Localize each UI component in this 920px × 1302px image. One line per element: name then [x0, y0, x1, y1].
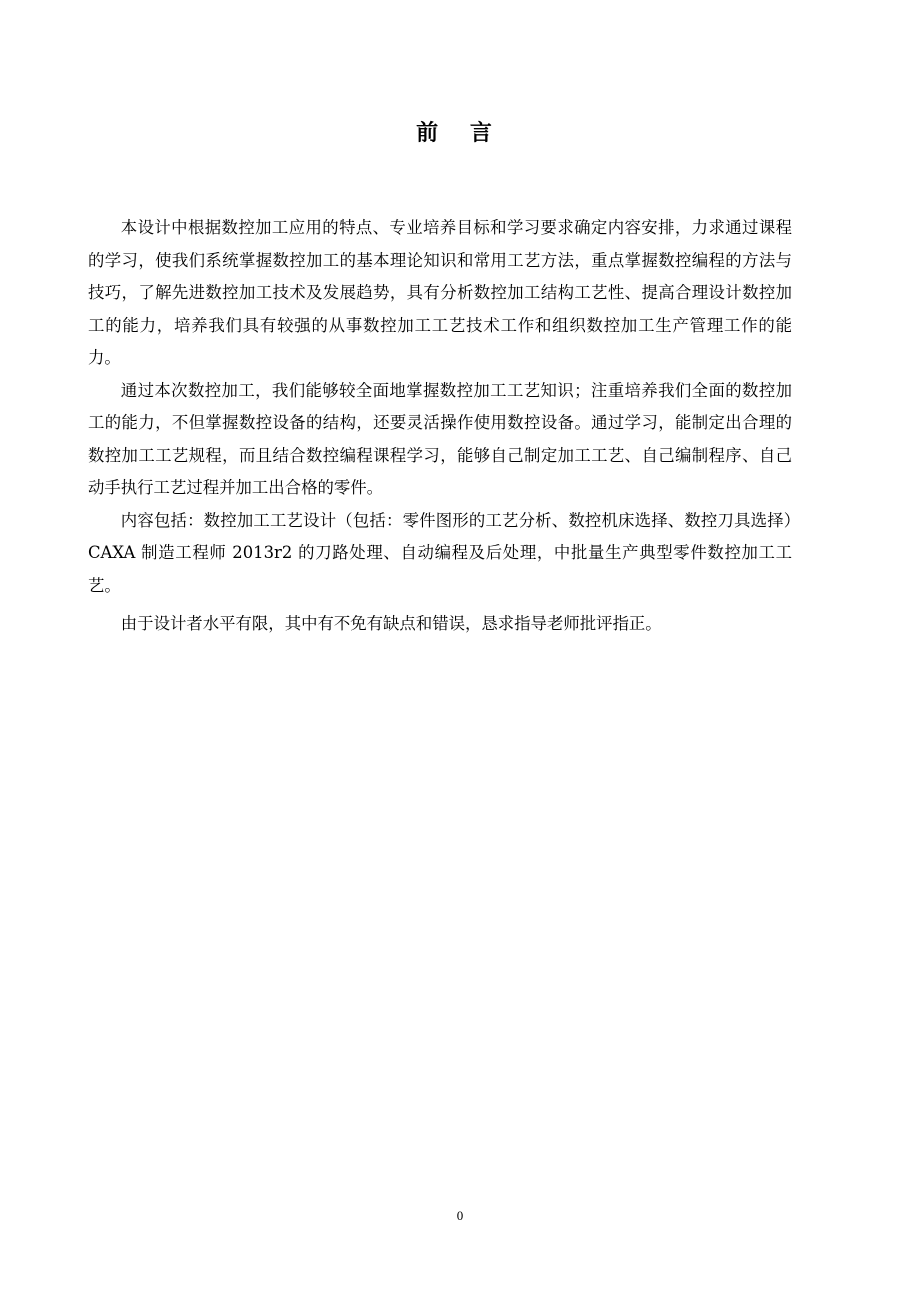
paragraph-contents: 内容包括：数控加工工艺设计（包括：零件图形的工艺分析、数控机床选择、数控刀具选择）CAXA 制造工程师 2013r2 的刀路处理、自动编程及后处理，中批量生产典型零件数控加工工艺。 [88, 510, 792, 595]
body-text [88, 212, 792, 641]
paragraph-learning-goals: 通过本次数控加工，我们能够较全面地掌握数控加工工艺知识；注重培养我们全面的数控加工的能力，不但掌握数控设备的结构，还要灵活操作使用数控设备。通过学习，能制定出合理的数控加工工艺规程，而且结合数控编程课程学习，能够自己制定加工工艺、自己编制程序、自己动手执行工艺过程并加工出合格的零件。 [88, 380, 792, 497]
paragraph-closing: 由于设计者水平有限，其中有不免有缺点和错误，恳求指导老师批评指正。 [120, 614, 662, 633]
page-number: 0 [456, 1208, 464, 1223]
paragraph-design-intro: 本设计中根据数控加工应用的特点、专业培养目标和学习要求确定内容安排，力求通过课程的学习，使我们系统掌握数控加工的基本理论知识和常用工艺方法，重点掌握数控编程的方法与技巧，了解先进数控加工技术及发展趋势，具有分析数控加工结构工艺性、提高合理设计数控加工的能力，培养我们具有较强的从事数控加工工艺技术工作和组织数控加工生产管理工作的能力。 [88, 218, 792, 367]
page-title: 前 言 [416, 121, 504, 146]
